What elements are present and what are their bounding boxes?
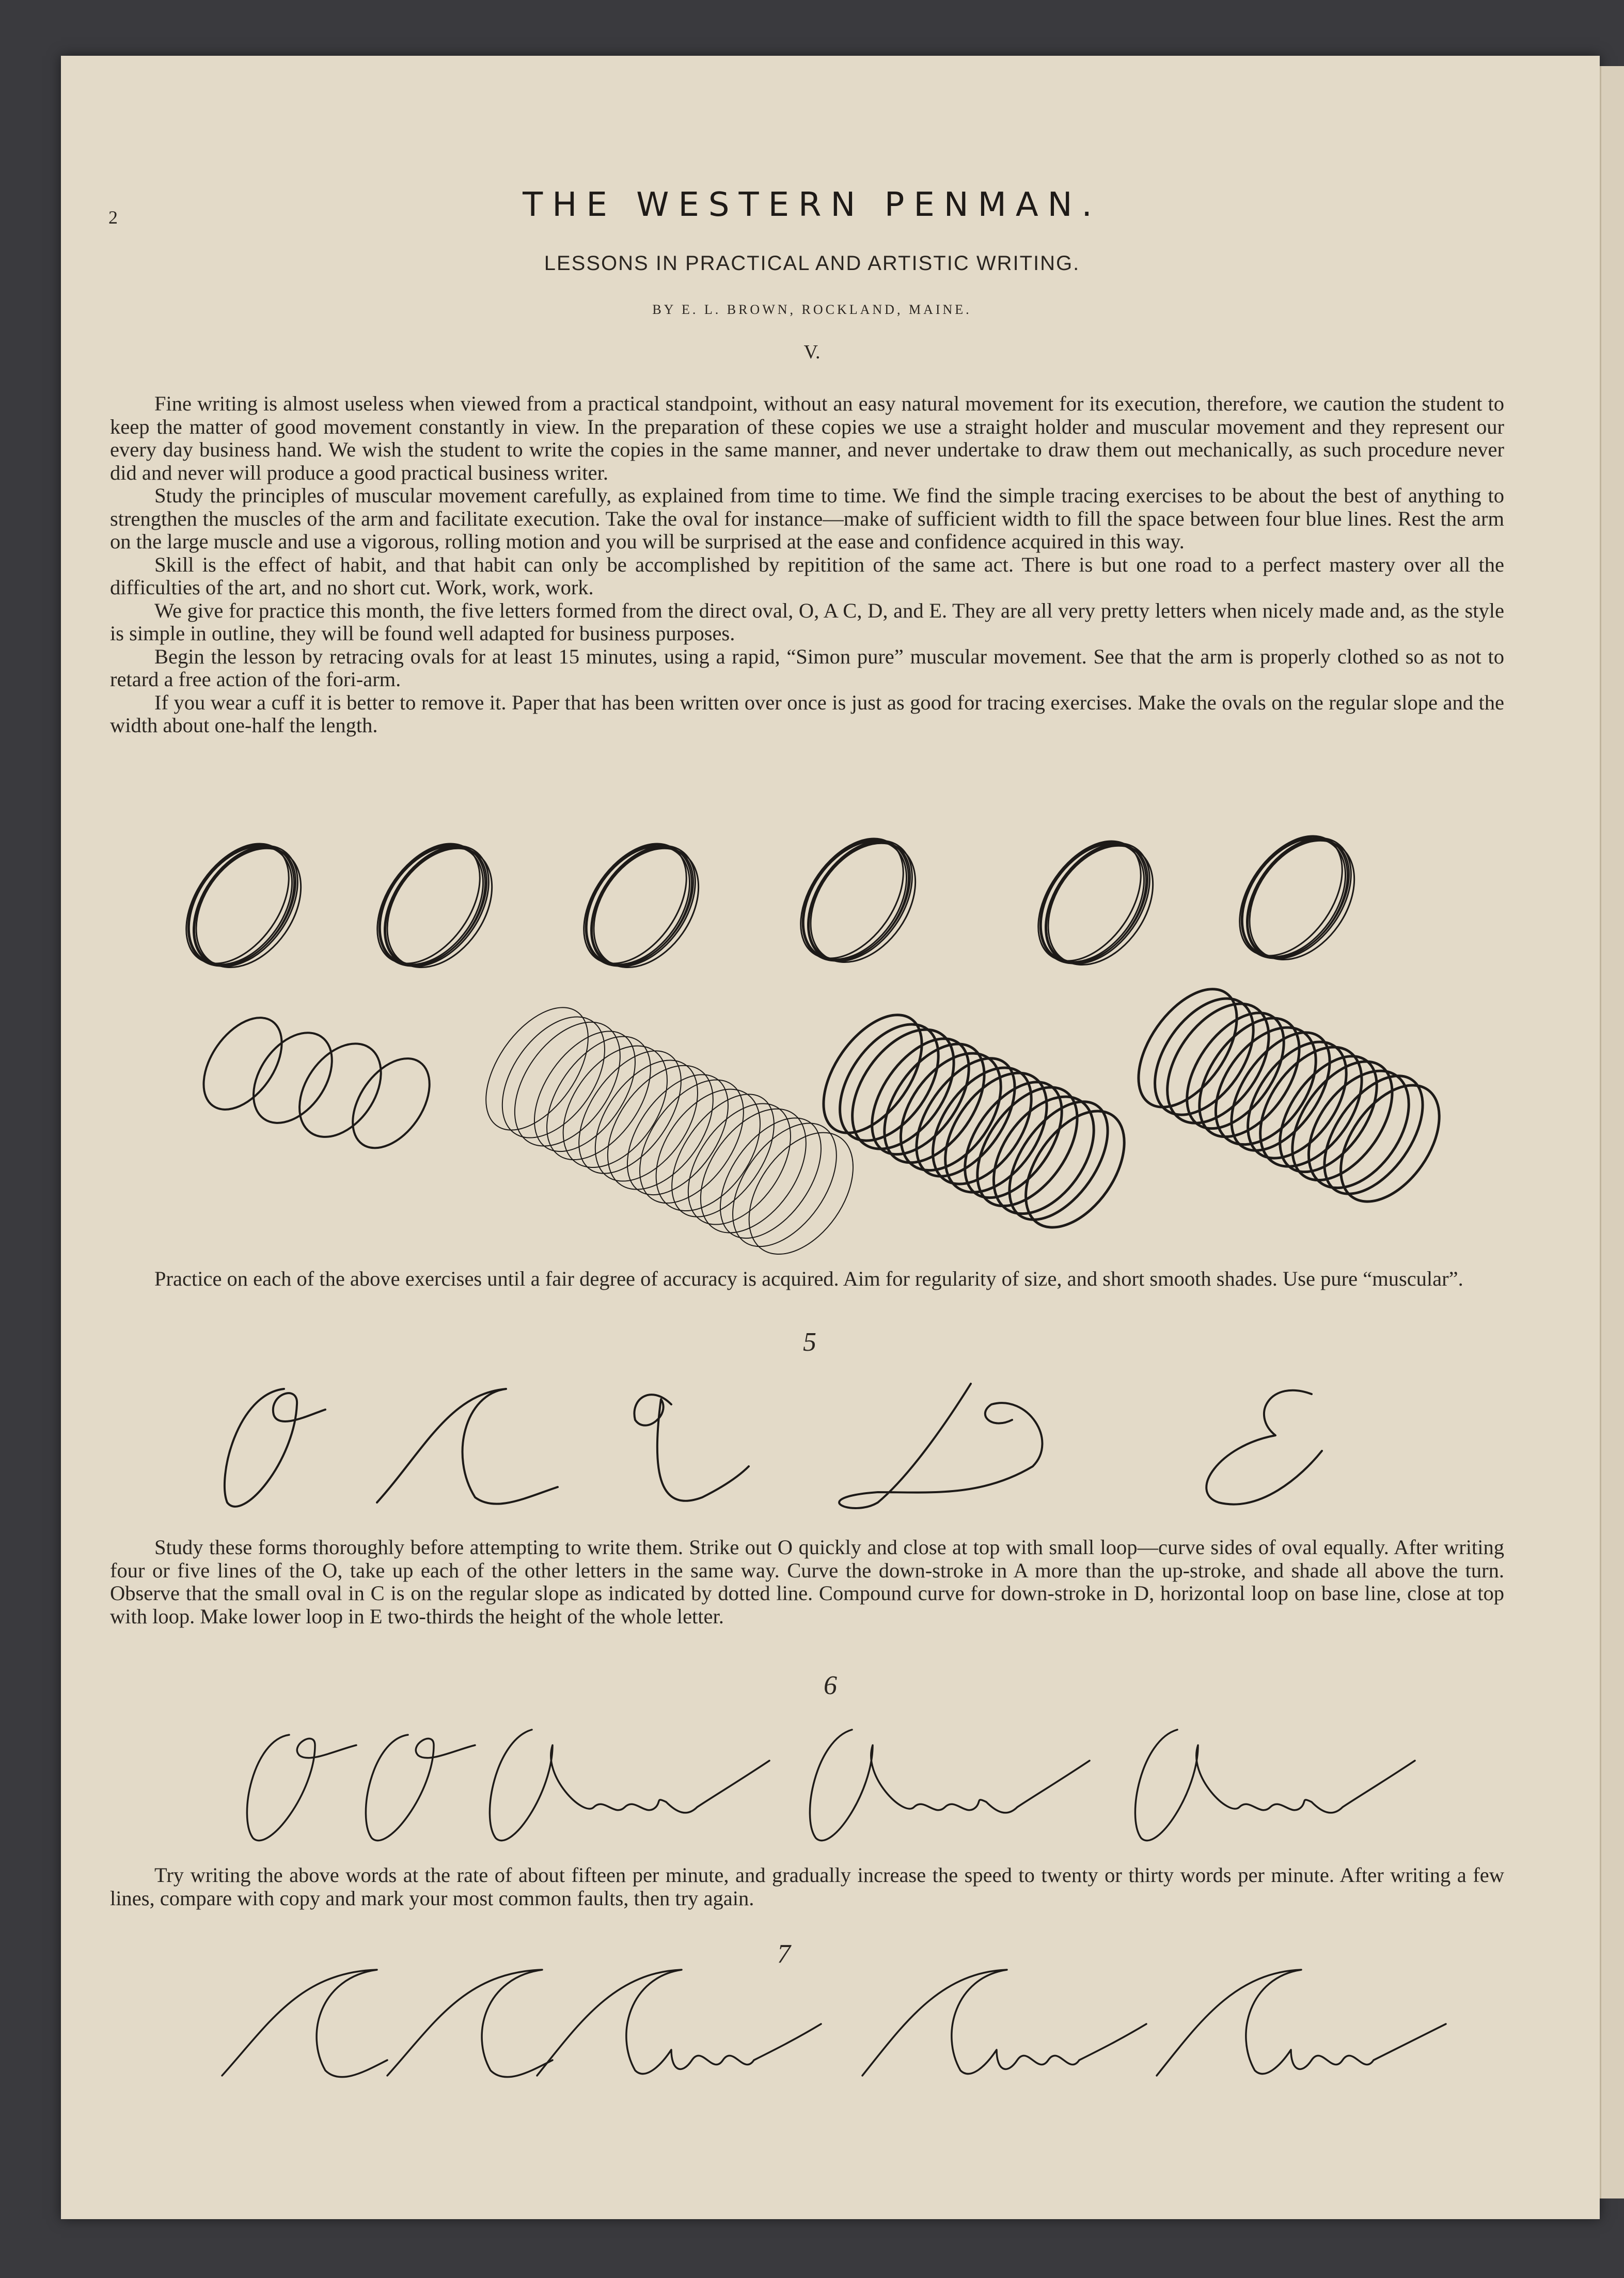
oval-stroke xyxy=(526,1018,672,1178)
orrin-script-illustration xyxy=(222,1714,1487,1859)
byline: BY E. L. BROWN, ROCKLAND, MAINE. xyxy=(652,302,972,317)
script-o-2 xyxy=(366,1735,475,1841)
oval-stroke xyxy=(238,1018,348,1137)
paragraph: Skill is the effect of habit, and that habit can only be accomplished by repitition of the same act. There is but one road to a perfect mastery over all the difficulties of the art, and no short cut. Work, work, work. xyxy=(110,552,1504,599)
oval-stroke xyxy=(831,1011,974,1167)
retraced-oval xyxy=(1219,817,1376,979)
oval-stroke xyxy=(570,827,717,986)
script-letter-d xyxy=(839,1384,1042,1508)
oval-stroke xyxy=(820,1006,959,1158)
exercise-5-text xyxy=(110,1536,1504,1628)
oval-row-2 xyxy=(187,972,1459,1273)
compound-oval-chain xyxy=(187,1004,445,1162)
exercise-number-6: 6 xyxy=(824,1671,837,1700)
paragraph: We give for practice this month, the five letters formed from the direct oval, O, A C, D, and E. They are all very pretty letters when nicely made and, as the style is simple in outline, they will be found well adapted for business purposes. xyxy=(110,598,1504,645)
oval-stroke xyxy=(282,1029,398,1152)
oval-stroke xyxy=(679,1090,828,1252)
paragraph: Practice on each of the above exercises until a fair degree of accuracy is acquired. Aim for regularity of size, and short smooth shades. Use pure “muscular”. xyxy=(154,1267,1463,1290)
paragraph: Fine writing is almost useless when viewed from a practical standpoint, without an easy natural movement for its execution, therefore, we caution the student to keep the matter of good movement constantly in view. In the preparation of these copies we use a straight holder and muscular movement and they represent our every day business hand. We wish the student to write the copies in the same manner, and never undertake to draw them out mechanically, as such procedure never did and never will produce a good practical business writer. xyxy=(110,392,1504,484)
oval-stroke xyxy=(924,1054,1067,1210)
oval-stroke xyxy=(1239,1029,1382,1184)
aim-script-illustration xyxy=(217,1962,1487,2096)
oval-stroke xyxy=(635,1070,781,1230)
shaded-oval-chain xyxy=(1118,972,1459,1219)
intro-text xyxy=(110,392,1504,737)
exercise-6-text xyxy=(110,1864,1504,1910)
oval-row-1 xyxy=(165,817,1376,987)
capital-letters-illustration xyxy=(207,1373,1497,1518)
lesson-numeral: V. xyxy=(803,341,821,363)
paragraph: Study these forms thoroughly before attempting to write them. Strike out O quickly and close at top with small loop—curve sides of oval equally. After writing four or five lines of the O, take up each of the other letters in the same way. Curve the down-stroke in A more than the up-stroke, and shade all above the turn. Observe that the small oval in C is on the regular slope as indicated by dotted line. Compound curve for down-stroke in D, horizontal loop on base line, close at top with loop. Make lower loop in E two-thirds the height of the whole letter. xyxy=(110,1536,1504,1628)
script-letter-a xyxy=(377,1389,558,1504)
oval-stroke xyxy=(542,1027,688,1187)
script-word-aim-2 xyxy=(862,1970,1146,2076)
retraced-oval xyxy=(356,825,514,987)
script-letter-c xyxy=(634,1395,749,1501)
retraced-oval xyxy=(1017,822,1175,985)
page-number: 2 xyxy=(108,207,118,228)
script-word-orrin-2 xyxy=(810,1730,1090,1841)
retraced-oval xyxy=(563,825,720,987)
article-title: LESSONS IN PRACTICAL AND ARTISTIC WRITING. xyxy=(544,252,1080,275)
script-a-1 xyxy=(222,1970,387,2077)
oval-stroke xyxy=(1024,824,1171,983)
oval-stroke xyxy=(1146,985,1289,1141)
exercise-number-5: 5 xyxy=(803,1327,816,1357)
exercise-number-7: 7 xyxy=(777,1939,791,1969)
oval-stroke xyxy=(1321,1067,1460,1219)
oval-exercises-illustration xyxy=(207,805,1497,1270)
oval-stroke xyxy=(586,1047,735,1209)
shaded-oval-chain xyxy=(803,998,1144,1245)
oval-stroke xyxy=(1135,980,1274,1132)
paragraph: Try writing the above words at the rate of about fifteen per minute, and gradually increase the speed to twenty or thirty words per minute. After writing a few lines, compare with copy and mark your most common faults, then try again. xyxy=(110,1863,1504,1910)
script-letter-o xyxy=(225,1389,325,1507)
oval-stroke xyxy=(481,999,625,1157)
paragraph: If you wear a cuff it is better to remove it. Paper that has been written over once is just as good for tracing exercises. Make the ovals on the regular slope and the width about one-half the length. xyxy=(110,690,1504,737)
retraced-oval xyxy=(780,820,937,982)
oval-stroke xyxy=(493,1003,642,1165)
sliding-oval-chain xyxy=(465,989,874,1273)
adjacent-page-edge xyxy=(1600,66,1624,2198)
oval-stroke xyxy=(337,1045,446,1162)
oval-stroke xyxy=(363,827,510,986)
script-o-1 xyxy=(247,1735,356,1841)
paragraph: Study the principles of muscular movement carefully, as explained from time to time. We find the simple tracing exercises to be about the best of anything to strengthen the muscles of the arm and facilitate execution. Take the oval for instance—make of sufficient width to fill the space between four blue lines. Rest the arm on the large muscle and use a vigorous, rolling motion and you will be surprised at the ease and confidence acquired in this way. xyxy=(110,484,1504,553)
paragraph: Begin the lesson by retracing ovals for at least 15 minutes, using a rapid, “Simon pure” muscular movement. See that the arm is properly clothed so as not to retard a free action of the fori-arm. xyxy=(110,644,1504,691)
script-word-orrin-3 xyxy=(1135,1730,1415,1841)
oval-stroke xyxy=(913,1050,1052,1201)
masthead-title: THE WESTERN PENMAN. xyxy=(523,186,1101,224)
practice-text xyxy=(110,1268,1504,1291)
script-word-aim-1 xyxy=(537,1970,821,2076)
script-word-orrin-1 xyxy=(490,1730,769,1841)
oval-stroke xyxy=(1228,1024,1367,1176)
oval-stroke xyxy=(1006,1093,1145,1245)
script-a-2 xyxy=(387,1970,553,2077)
oval-stroke xyxy=(1225,819,1373,978)
oval-stroke xyxy=(786,821,934,980)
script-letter-e xyxy=(1206,1390,1322,1505)
script-word-aim-3 xyxy=(1157,1970,1446,2076)
